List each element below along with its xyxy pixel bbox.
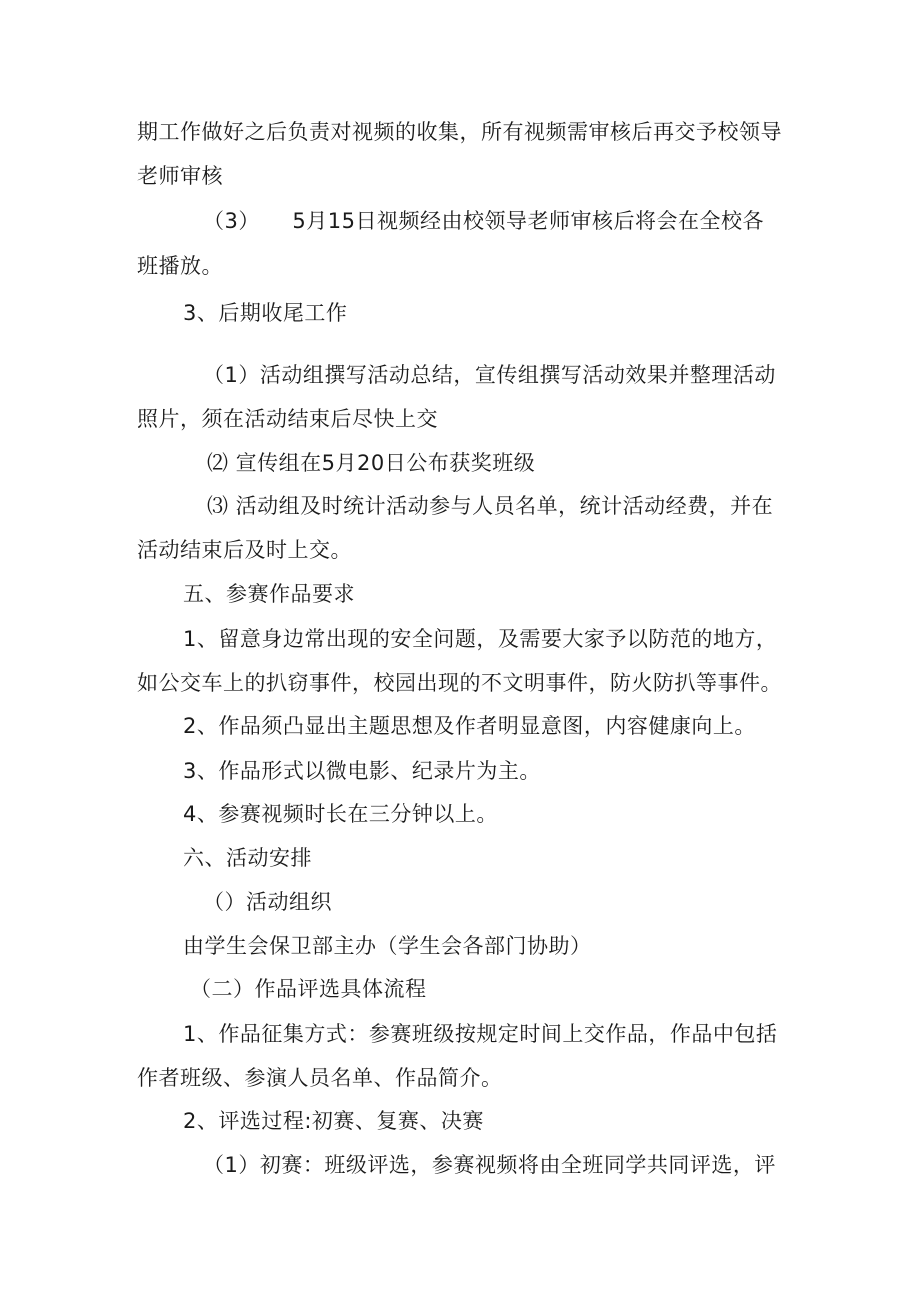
text-line: 期工作做好之后负责对视频的收集，所有视频需审核后再交予校领导	[137, 120, 782, 144]
text-line: （3） 5月15日视频经由校领导老师审核后将会在全校各	[203, 209, 764, 233]
text-line: （）活动组织	[203, 890, 332, 914]
section-heading: 3、后期收尾工作	[183, 301, 348, 325]
text-line: 1、留意身边常出现的安全问题，及需要大家予以防范的地方，	[183, 627, 778, 651]
text-line: 如公交车上的扒窃事件，校园出现的不文明事件，防火防扒等事件。	[137, 671, 782, 695]
text-line: 3、作品形式以微电影、纪录片为主。	[183, 759, 541, 783]
text-line: 1、作品征集方式：参赛班级按规定时间上交作品，作品中包括	[183, 1022, 778, 1046]
text-line: 2、作品须凸显出主题思想及作者明显意图，内容健康向上。	[183, 714, 756, 738]
text-line: 作者班级、参演人员名单、作品简介。	[137, 1066, 503, 1090]
text-line: 由学生会保卫部主办（学生会各部门协助）	[183, 934, 592, 958]
subsection-heading: （二）作品评选具体流程	[190, 977, 427, 1001]
section-heading: 六、活动安排	[183, 846, 312, 870]
text-line: 4、参赛视频时长在三分钟以上。	[183, 802, 498, 826]
section-heading: 五、参赛作品要求	[183, 582, 355, 606]
text-line: （1）活动组撰写活动总结，宣传组撰写活动效果并整理活动	[203, 363, 776, 387]
text-line: （1）初赛：班级评选，参赛视频将由全班同学共同评选，评	[203, 1153, 776, 1177]
text-line: 2、评选过程:初赛、复赛、决赛	[183, 1109, 484, 1133]
text-line: ⑵ 宣传组在5月20日公布获奖班级	[207, 451, 536, 475]
text-line: 班播放。	[137, 254, 223, 278]
text-line: 活动结束后及时上交。	[137, 538, 352, 562]
text-line: 照片，须在活动结束后尽快上交	[137, 407, 438, 431]
text-line: ⑶ 活动组及时统计活动参与人员名单，统计活动经费，并在	[207, 494, 774, 518]
text-line: 老师审核	[137, 164, 223, 188]
